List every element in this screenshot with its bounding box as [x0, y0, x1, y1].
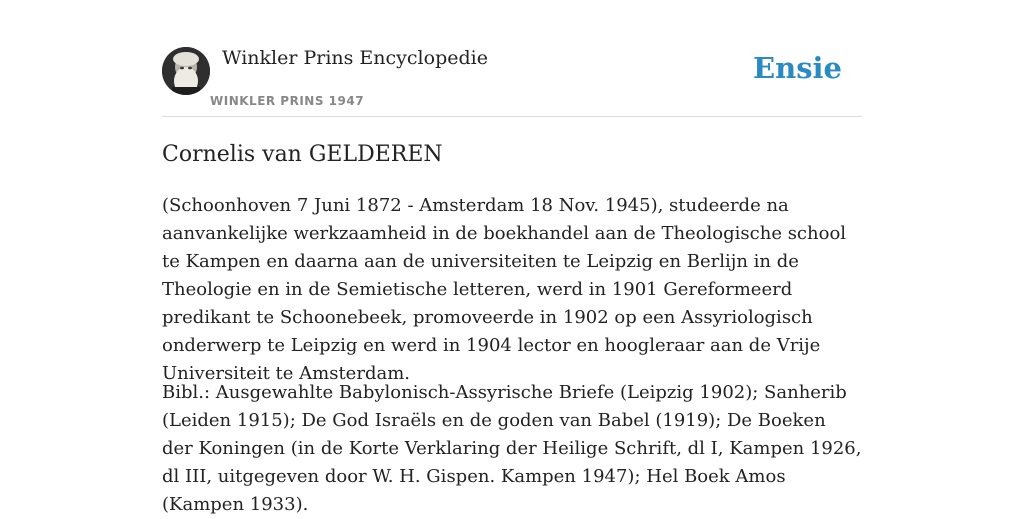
article-paragraph-bibliography: Bibl.: Ausgewahlte Babylonisch-Assyrische Briefe (Leipzig 1902); Sanherib (Leiden 1915); De God Israëls en de goden van Babel (1919); De Boeken der Koningen (in de Korte Verklaring der Heilige Schrift, dl I, Kampen 1926, dl III, uitgegeven door W. H. Gispen. Kampen 1947); Hel Boek Amos (Kampen 1933).: [162, 382, 862, 515]
page-container: [162, 0, 862, 515]
header: [162, 0, 862, 117]
portrait-avatar-icon[interactable]: [162, 47, 210, 95]
ensie-logo[interactable]: Ensie: [753, 51, 842, 85]
article-paragraph-biography: (Schoonhoven 7 Juni 1872 - Amsterdam 18 Nov. 1945), studeerde na aanvankelijke werkzaamheid in de boekhandel aan de Theologische school te Kampen en daarna aan de universiteiten te Leipzig en Berlijn in de Theologie en in de Semietische letteren, werd in 1901 Gereformeerd predikant te Schoonebeek, promoveerde in 1902 op een Assyriologisch onderwerp te Leipzig en werd in 1904 lector en hoogleraar aan de Vrije Universiteit te Amsterdam.: [162, 195, 847, 384]
book-title[interactable]: Winkler Prins Encyclopedie: [222, 47, 488, 69]
article-title: Cornelis van GELDEREN: [162, 142, 443, 167]
book-subtitle[interactable]: WINKLER PRINS 1947: [210, 94, 365, 108]
